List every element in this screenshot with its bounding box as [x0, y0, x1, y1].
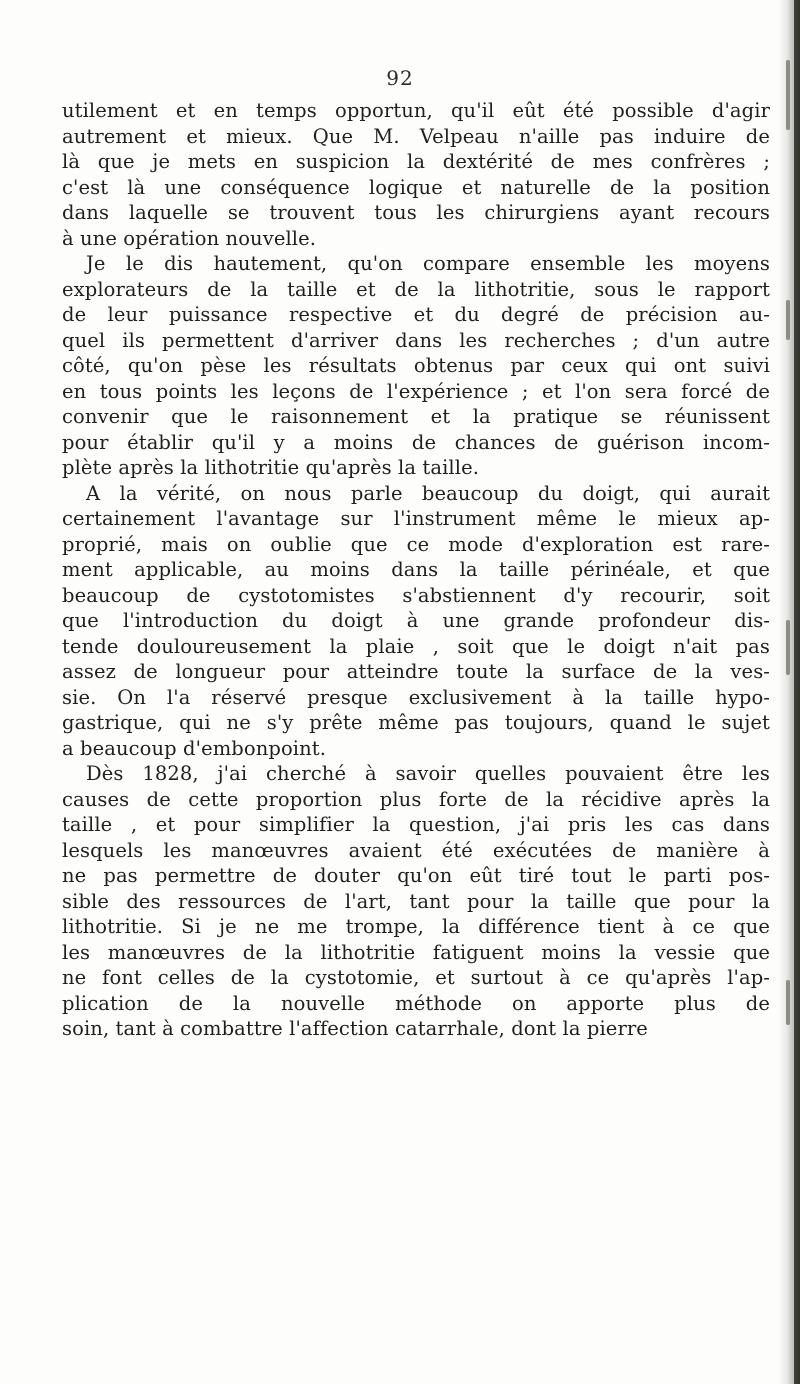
scan-edge-speck	[786, 60, 790, 130]
scan-edge-border	[794, 0, 800, 1384]
text-line: de leur puissance respective et du degré de précision au-	[62, 303, 770, 326]
text-line: tende douloureusement la plaie , soit que le doigt n'ait pas	[62, 634, 770, 658]
text-line: c'est là une conséquence logique et naturelle de la position	[62, 175, 770, 199]
text-line: certainement l'avantage sur l'instrument même le mieux ap-	[62, 507, 770, 530]
text-line: à une opération nouvelle.	[62, 226, 317, 250]
text-line: assez de longueur pour atteindre toute la surface de la ves-	[62, 660, 770, 683]
text-line: taille , et pour simplifier la question, j'ai pris les cas dans	[62, 813, 770, 836]
text-line: ne font celles de la cystotomie, et surtout à ce qu'après l'ap-	[62, 966, 770, 989]
text-line: gastrique, qui ne s'y prête même pas toujours, quand le sujet	[62, 711, 770, 734]
text-line: A la vérité, on nous parle beaucoup du doigt, qui aurait	[86, 481, 770, 505]
text-line: les manœuvres de la lithotritie fatiguent moins la vessie que	[62, 940, 770, 964]
scan-edge-speck	[786, 980, 790, 1025]
text-line: a beaucoup d'embonpoint.	[62, 736, 327, 760]
text-line: causes de cette proportion plus forte de la récidive après la	[62, 787, 770, 811]
text-line: explorateurs de la taille et de la lithotritie, sous le rapport	[62, 277, 770, 301]
text-line: utilement et en temps opportun, qu'il eût été possible d'agir	[62, 99, 770, 122]
text-line: proprié, mais on oublie que ce mode d'exploration est rare-	[62, 532, 770, 556]
text-line: ne pas permettre de douter qu'on eût tiré tout le parti pos-	[62, 864, 770, 887]
page-number: 92	[386, 66, 414, 90]
scan-edge-speck	[786, 300, 790, 340]
text-line: lithotritie. Si je ne me trompe, la différence tient à ce que	[62, 915, 770, 938]
text-line: que l'introduction du doigt à une grande profondeur dis-	[62, 609, 770, 632]
text-line: Je le dis hautement, qu'on compare ensemble les moyens	[86, 252, 770, 275]
text-line: en tous points les leçons de l'expérience ; et l'on sera forcé de	[62, 379, 770, 403]
text-line: convenir que le raisonnement et la pratique se réunissent	[62, 405, 770, 428]
paragraph	[62, 251, 770, 481]
body-text	[62, 98, 770, 1042]
text-line: soin, tant à combattre l'affection catarrhale, dont la pierre	[62, 1017, 648, 1040]
text-line: quel ils permettent d'arriver dans les recherches ; d'un autre	[62, 328, 770, 352]
text-line: sie. On l'a réservé presque exclusivement à la taille hypo-	[62, 685, 770, 709]
paragraph	[62, 481, 770, 762]
text-line: autrement et mieux. Que M. Velpeau n'aille pas induire de	[62, 124, 770, 148]
text-line: lesquels les manœuvres avaient été exécutées de manière à	[62, 838, 770, 862]
text-line: sible des ressources de l'art, tant pour la taille que pour la	[62, 889, 770, 913]
text-line: plication de la nouvelle méthode on apporte plus de	[62, 991, 770, 1015]
scan-edge-speck	[786, 620, 790, 675]
text-line: Dès 1828, j'ai cherché à savoir quelles pouvaient être les	[86, 762, 770, 785]
text-line: dans laquelle se trouvent tous les chirurgiens ayant recours	[62, 201, 770, 224]
paragraph	[62, 98, 770, 251]
text-line: pour établir qu'il y a moins de chances de guérison incom-	[62, 430, 770, 454]
text-line: côté, qu'on pèse les résultats obtenus par ceux qui ont suivi	[62, 354, 770, 377]
text-line: ment applicable, au moins dans la taille périnéale, et que	[62, 558, 770, 581]
text-line: plète après la lithotritie qu'après la taille.	[62, 456, 480, 479]
paragraph	[62, 761, 770, 1042]
text-line: là que je mets en suspicion la dextérité de mes confrères ;	[62, 150, 770, 173]
text-line: beaucoup de cystotomistes s'abstiennent d'y recourir, soit	[62, 583, 770, 607]
